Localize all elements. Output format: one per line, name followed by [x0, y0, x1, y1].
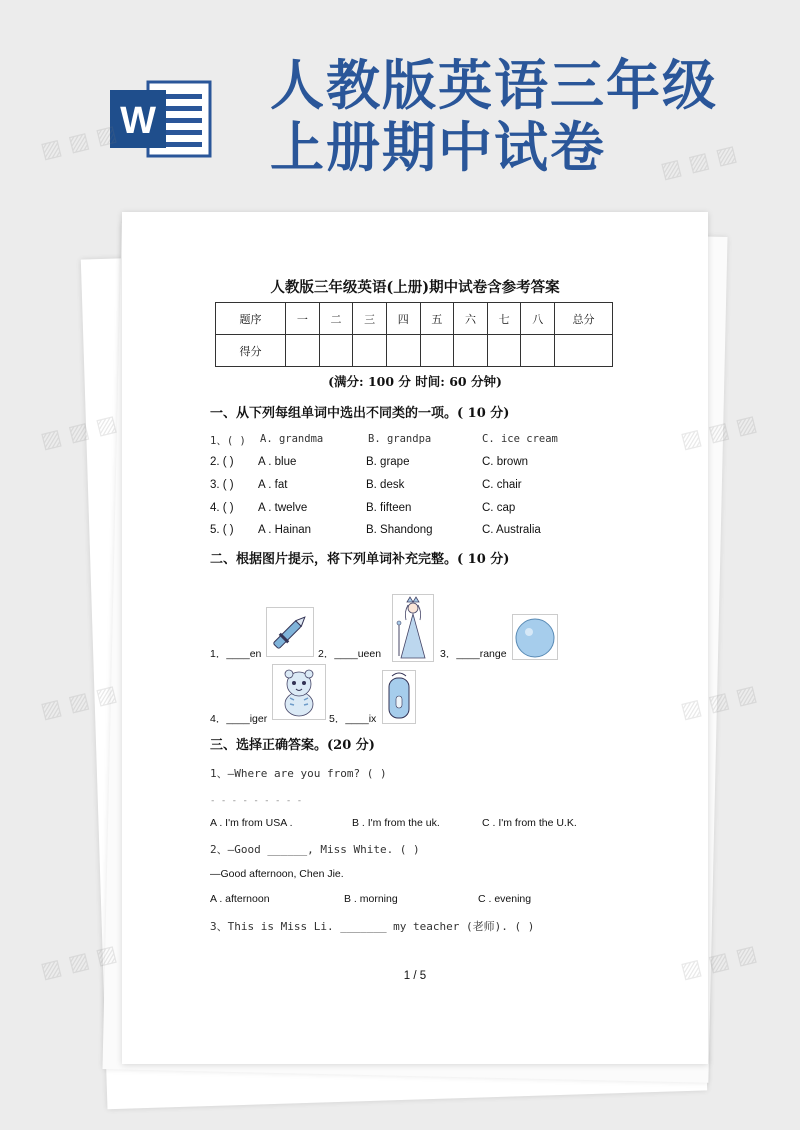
choice-q2: 2、—Good ______, Miss White. ( ) [210, 843, 420, 856]
score-table-score-row [216, 335, 613, 367]
q1-option-a: A. grandma [260, 433, 324, 445]
watermark-pattern: ▨ ▨ ▨ [38, 410, 120, 455]
watermark-pattern: ▨ ▨ ▨ [678, 680, 760, 725]
choice-q1-option-a: A . I'm from USA . [210, 817, 293, 829]
choice-q1-option-b: B . I'm from the uk. [352, 817, 440, 829]
score-cell[interactable] [286, 335, 320, 367]
fill-word-orange: 3．____range [440, 648, 507, 660]
fill-word-queen: 2．____ueen [318, 648, 382, 660]
choice-q2-dialogue: —Good afternoon, Chen Jie. [210, 868, 344, 880]
q5-option-c: C. Australia [482, 524, 541, 536]
table-cell: 一 [286, 303, 320, 335]
banner-title-line-1: 人教版英语三年级 [270, 54, 718, 117]
fill-word-pen: 1．____en [210, 648, 262, 660]
q2-option-b: B. grape [366, 456, 410, 468]
pen-picture [266, 607, 314, 657]
score-table-header-row [216, 303, 613, 335]
q1-option-c: C. ice cream [482, 433, 558, 445]
q3-option-b: B. desk [366, 479, 405, 491]
choice-q2-option-b: B . morning [344, 893, 398, 905]
document-page [122, 212, 708, 1064]
fill-word-tiger: 4．____iger [210, 713, 268, 725]
watermark-pattern: ▨ ▨ ▨ [678, 940, 760, 985]
document-title: 人教版三年级英语(上册)期中试卷含参考答案 [270, 279, 560, 296]
score-cell[interactable] [555, 335, 613, 367]
six-picture [382, 670, 416, 724]
table-cell: 得分 [216, 335, 286, 367]
fill-word-six: 5．____ix [329, 713, 377, 725]
choice-q1-dash: - - - - - - - - - [210, 796, 303, 806]
section-1-heading: 一、从下列每组单词中选出不同类的一项。( 10 分) [210, 406, 510, 421]
choice-q3: 3、This is Miss Li. _______ my teacher (老师). ( ) [210, 920, 535, 933]
tiger-picture [272, 664, 326, 720]
section-3-heading: 三、选择正确答案。(20 分) [210, 738, 375, 753]
q2-option-c: C. brown [482, 456, 529, 468]
exam-meta: (满分: 100 分 时间: 60 分钟) [328, 374, 502, 389]
q3-option-a: A . fat [258, 479, 288, 491]
q1-option-b: B. grandpa [368, 433, 432, 445]
score-cell[interactable] [454, 335, 488, 367]
page-number: 1 / 5 [403, 970, 427, 982]
queen-picture [392, 594, 434, 662]
svg-text:W: W [120, 100, 156, 142]
choice-q1-option-c: C . I'm from the U.K. [482, 817, 577, 829]
table-cell: 四 [386, 303, 420, 335]
q5-option-b: B. Shandong [366, 524, 433, 536]
q4-option-a: A . twelve [258, 502, 308, 514]
table-cell: 三 [353, 303, 387, 335]
banner-title-line-2: 上册期中试卷 [270, 116, 606, 179]
watermark-pattern: ▨ [733, 410, 760, 441]
table-cell: 七 [487, 303, 521, 335]
score-cell[interactable] [386, 335, 420, 367]
orange-picture [512, 614, 558, 660]
section-2-heading: 二、根据图片提示，将下列单词补充完整。( 10 分) [210, 552, 510, 567]
table-cell: 六 [454, 303, 488, 335]
table-cell: 总分 [555, 303, 613, 335]
watermark-pattern: ▨ ▨ ▨ [38, 680, 120, 725]
score-table [215, 302, 613, 367]
word-document-icon [108, 78, 214, 160]
score-cell[interactable] [521, 335, 555, 367]
q4-option-b: B. fifteen [366, 502, 412, 514]
q4-option-c: C. cap [482, 502, 516, 514]
watermark-pattern: ▨ ▨ ▨ [658, 140, 740, 185]
table-cell: 八 [521, 303, 555, 335]
q3-number: 3. ( ) [210, 479, 234, 491]
q1-number: 1、( ) [210, 435, 246, 447]
q4-number: 4. ( ) [210, 502, 234, 514]
choice-q2-option-c: C . evening [478, 893, 532, 905]
q2-number: 2. ( ) [210, 456, 234, 468]
q5-option-a: A . Hainan [258, 524, 312, 536]
table-cell: 二 [319, 303, 353, 335]
score-cell[interactable] [319, 335, 353, 367]
choice-q1: 1、—Where are you from? ( ) [210, 767, 387, 780]
q2-option-a: A . blue [258, 456, 297, 468]
watermark-pattern: ▨ ▨ ▨ [38, 940, 120, 985]
table-cell: 题序 [216, 303, 286, 335]
score-cell[interactable] [353, 335, 387, 367]
q3-option-c: C. chair [482, 479, 522, 491]
choice-q2-option-a: A . afternoon [210, 893, 270, 905]
score-cell[interactable] [487, 335, 521, 367]
table-cell: 五 [420, 303, 454, 335]
watermark-pattern: ▨ ▨ ▨ [38, 120, 120, 165]
q5-number: 5. ( ) [210, 524, 234, 536]
score-cell[interactable] [420, 335, 454, 367]
